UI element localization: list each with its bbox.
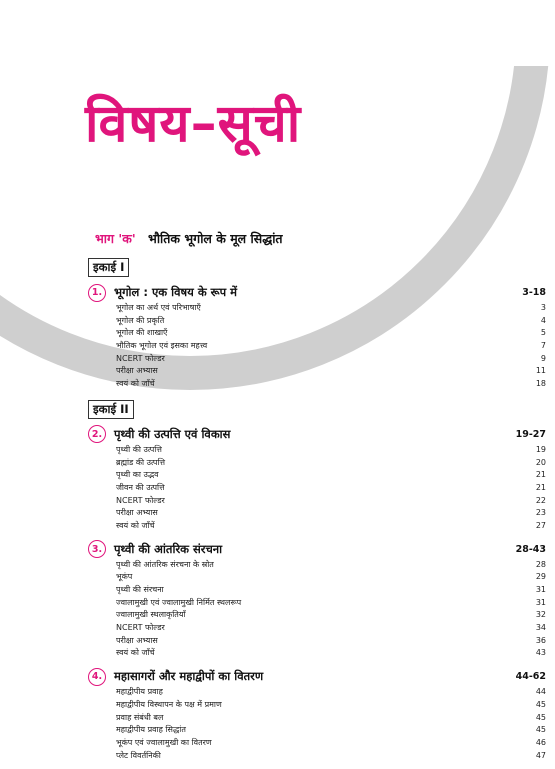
toc-entry-page: 45 (535, 712, 546, 722)
toc-entry-page: 44 (535, 687, 546, 697)
toc-entry-page: 7 (540, 341, 546, 351)
chapter-page-range: 28-43 (515, 543, 546, 555)
toc-entry-title: पृथ्वी की आंतरिक संरचना के स्रोत (116, 559, 214, 569)
toc-entry[interactable] (88, 609, 546, 622)
toc-entry[interactable] (88, 444, 546, 457)
toc-entry-page: 27 (535, 520, 546, 530)
chapter-heading[interactable] (88, 425, 546, 444)
toc-entry-title: NCERT फोल्डर (116, 623, 165, 633)
toc-entry-title: पृथ्वी की उत्पत्ति (116, 444, 162, 454)
toc-entry[interactable] (88, 571, 546, 584)
chapter-title: महासागरों और महाद्वीपों का वितरण (114, 669, 264, 684)
toc-entry-page: 11 (535, 366, 546, 376)
chapter-title: भूगोल : एक विषय के रूप में (114, 285, 238, 299)
toc-entry[interactable] (88, 750, 546, 763)
toc-entry[interactable] (88, 712, 546, 725)
chapter-heading[interactable] (88, 667, 546, 686)
toc-entry-page: 46 (535, 737, 546, 747)
toc-entry-title: महाद्वीपीय प्रवाह (116, 687, 163, 697)
chapter-heading[interactable] (88, 283, 546, 302)
chapter-page-range: 44-62 (515, 671, 546, 683)
toc-entry[interactable] (88, 686, 546, 699)
toc-entry-title: भूकंप एवं ज्वालामुखी का वितरण (116, 737, 212, 747)
toc-entry[interactable] (88, 302, 546, 315)
toc-entry[interactable] (88, 622, 546, 635)
toc-entry-title: ज्वालामुखी स्थलाकृतियाँ (116, 610, 186, 620)
toc-entry-page: 28 (535, 559, 546, 569)
toc-entry-page: 21 (535, 482, 546, 492)
toc-entry-page: 20 (535, 457, 546, 467)
toc-entry-title: पृथ्वी का उद्भव (116, 470, 159, 480)
toc-entry-title: ब्रह्मांड की उत्पत्ति (116, 457, 166, 467)
toc-entry-page: 18 (535, 379, 546, 389)
toc-entry-page: 29 (535, 572, 546, 582)
toc-entry-page: 34 (535, 623, 546, 633)
toc-entry-title: ज्वालामुखी एवं ज्वालामुखी निर्मित स्थलरूप (116, 597, 242, 607)
chapter-number-badge: 4. (88, 668, 106, 686)
toc-entry[interactable] (88, 469, 546, 482)
toc-entry[interactable] (88, 737, 546, 750)
toc-entry-page: 45 (535, 725, 546, 735)
toc-entry[interactable] (88, 340, 546, 353)
chapter (88, 667, 546, 762)
toc-entry[interactable] (88, 327, 546, 340)
toc-entry-page: 31 (535, 585, 546, 594)
toc-entry-page: 5 (540, 328, 546, 338)
toc-entry-title: प्लेट विवर्तनिकी (116, 750, 161, 760)
toc-entry-title: स्वयं को जाँचें (116, 520, 155, 530)
unit-block (88, 398, 546, 762)
part-label: भाग 'क' (95, 231, 136, 246)
toc-entry-page: 23 (535, 508, 546, 518)
chapter-number-badge: 1. (88, 284, 106, 302)
toc-entry[interactable] (88, 520, 546, 533)
toc-entry-page: 3 (540, 303, 546, 312)
toc-entry[interactable] (88, 699, 546, 712)
toc-entry-title: प्रवाह संबंधी बल (116, 712, 164, 722)
toc-entry-title: भूकंप (116, 572, 133, 582)
toc-entry-page: 31 (535, 597, 546, 607)
toc-entry-page: 22 (535, 495, 546, 505)
chapter (88, 283, 546, 391)
toc-entry[interactable] (88, 507, 546, 520)
toc-entry[interactable] (88, 597, 546, 610)
chapter-title: पृथ्वी की उत्पत्ति एवं विकास (114, 426, 231, 441)
unit-block (88, 256, 546, 391)
toc-entry[interactable] (88, 584, 546, 597)
unit-label: इकाई II (88, 400, 134, 419)
toc-entry-page: 9 (540, 353, 546, 363)
toc-entry[interactable] (88, 482, 546, 495)
toc-entry-page: 36 (535, 635, 546, 645)
toc-entry[interactable] (88, 724, 546, 737)
toc-entry-page: 45 (535, 699, 546, 709)
toc-entry[interactable] (88, 457, 546, 470)
chapter (88, 425, 546, 533)
unit-label: इकाई I (88, 258, 129, 277)
toc-entry-title: स्वयं को जाँचें (116, 648, 155, 658)
toc-entry-page: 32 (535, 610, 546, 620)
toc-entry-page: 21 (535, 470, 546, 480)
table-of-contents (88, 256, 546, 769)
chapter-heading[interactable] (88, 540, 546, 559)
toc-entry[interactable] (88, 353, 546, 366)
page-title: विषय–सूची (85, 94, 302, 154)
toc-entry-page: 4 (540, 315, 546, 325)
toc-entry[interactable] (88, 315, 546, 328)
toc-entry-title: महाद्वीपीय विस्थापन के पक्ष में प्रमाण (116, 699, 222, 709)
toc-entry-title: पृथ्वी की संरचना (116, 585, 164, 594)
toc-entry-page: 19 (535, 444, 546, 454)
chapter-page-range: 3-18 (522, 287, 546, 298)
chapter (88, 540, 546, 661)
toc-entry-title: परीक्षा अभ्यास (116, 366, 158, 376)
toc-entry-title: भौतिक भूगोल एवं इसका महत्त्व (116, 341, 208, 351)
toc-entry-title: परीक्षा अभ्यास (116, 635, 158, 645)
part-title: भौतिक भूगोल के मूल सिद्धांत (148, 231, 283, 246)
toc-entry-title: स्वयं को जाँचें (116, 379, 155, 389)
toc-entry[interactable] (88, 495, 546, 508)
toc-entry-page: 43 (535, 648, 546, 658)
toc-entry-title: जीवन की उत्पत्ति (116, 482, 165, 492)
toc-entry[interactable] (88, 365, 546, 378)
chapter-number-badge: 2. (88, 425, 106, 443)
chapter-title: पृथ्वी की आंतरिक संरचना (114, 541, 223, 556)
toc-entry[interactable] (88, 378, 546, 391)
toc-entry[interactable] (88, 647, 546, 660)
toc-entry-title: NCERT फोल्डर (116, 495, 165, 505)
toc-entry-title: भूगोल की प्रकृति (116, 315, 165, 325)
toc-entry[interactable] (88, 559, 546, 572)
toc-entry-title: भूगोल का अर्थ एवं परिभाषाएँ (116, 303, 201, 312)
toc-entry-title: NCERT फोल्डर (116, 353, 165, 363)
part-heading (95, 230, 283, 247)
chapter-number-badge: 3. (88, 540, 106, 558)
toc-entry-title: भूगोल की शाखाएँ (116, 328, 168, 338)
toc-entry-title: परीक्षा अभ्यास (116, 508, 158, 518)
toc-entry-page: 47 (535, 750, 546, 760)
toc-entry[interactable] (88, 635, 546, 648)
toc-entry-title: महाद्वीपीय प्रवाह सिद्धांत (116, 725, 186, 735)
chapter-page-range: 19-27 (515, 428, 546, 440)
